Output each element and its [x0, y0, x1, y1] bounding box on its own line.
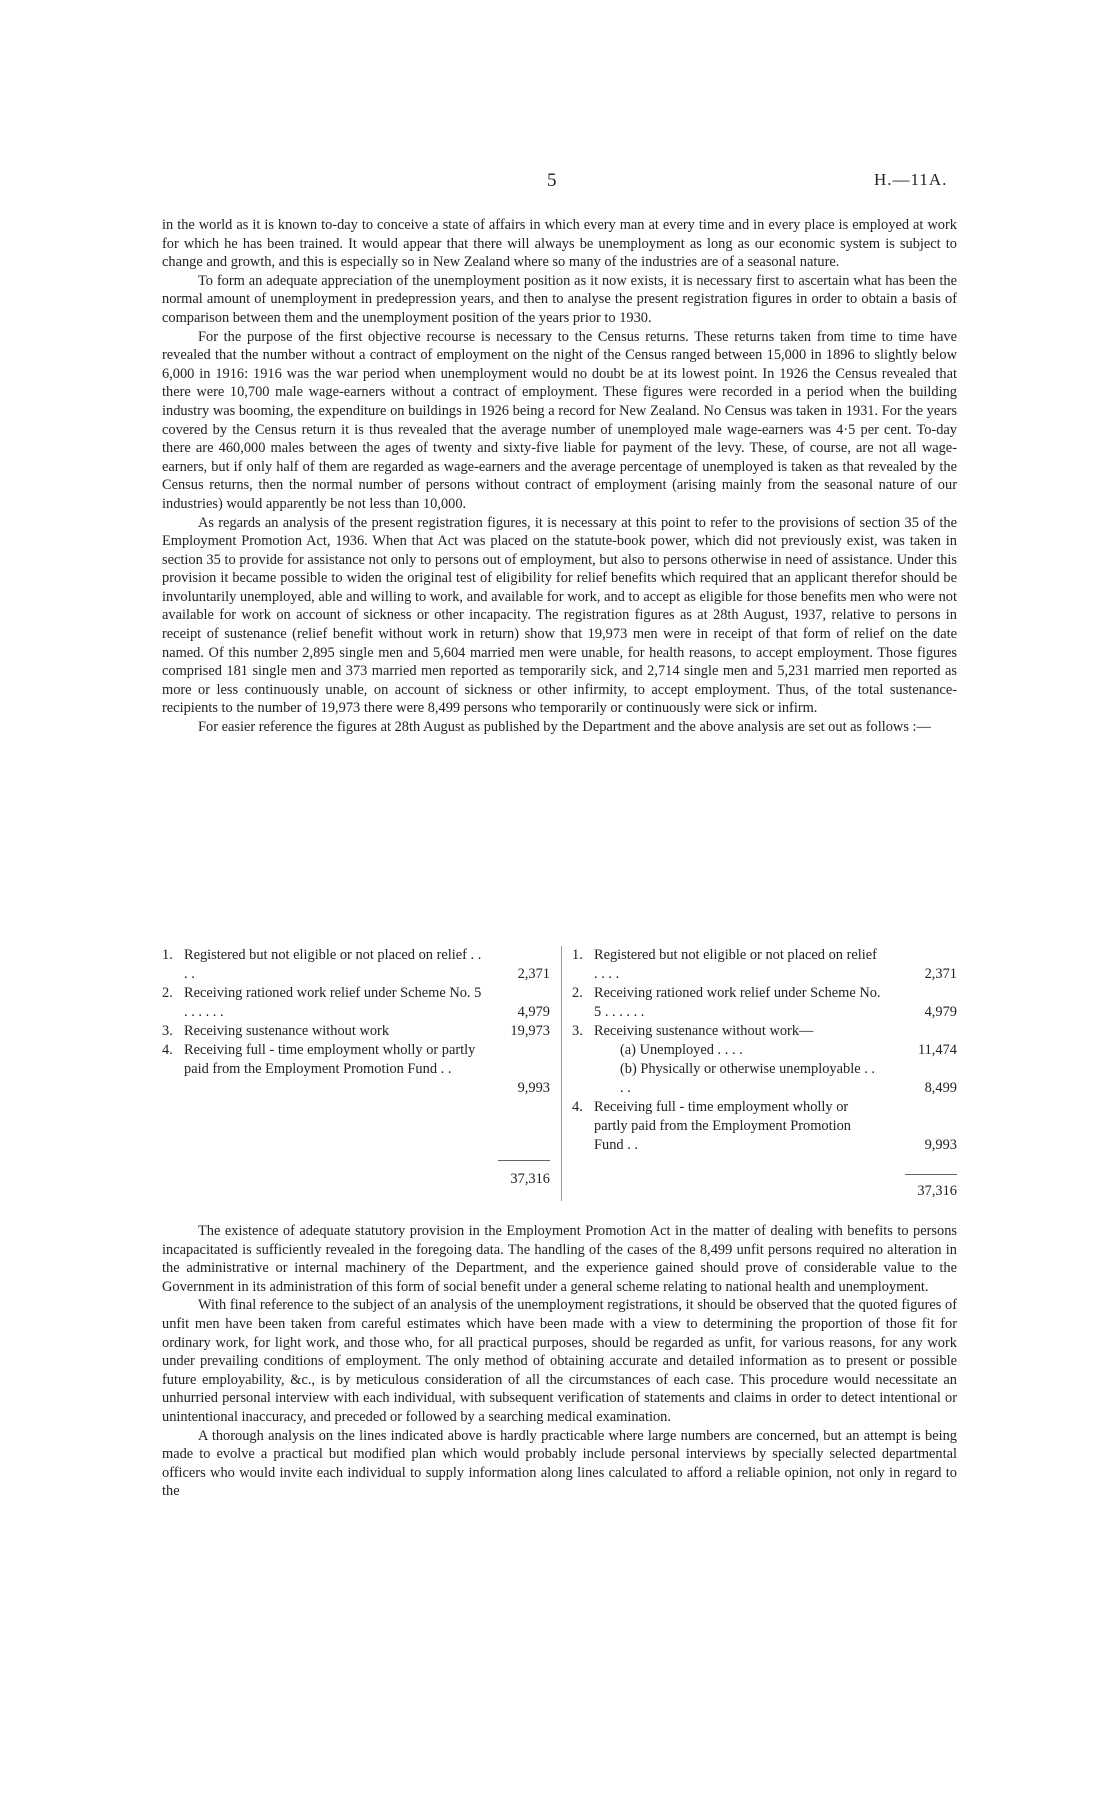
row-label: Receiving sustenance without work: [184, 1023, 390, 1039]
table-total: 37,316: [917, 1183, 957, 1199]
row-amount: 8,499: [924, 1080, 957, 1096]
table-subrow: [572, 1041, 957, 1060]
left-figures-table: [162, 946, 550, 1187]
row-number: 2.: [572, 985, 583, 1001]
row-label: Registered but not eligible or not placed on relief . . . .: [184, 947, 482, 982]
body-text-top: [162, 216, 957, 737]
paragraph: The existence of adequate statutory provision in the Employment Promotion Act in the matter of dealing with benefits to persons incapacitated is sufficiently revealed in the foregoing data. The handling of the cases of the 8,499 unfit persons required no alteration in the administrative or internal machinery of the Department, and the experience gained should prove of considerable value to the Government in its administration of this form of social benefit under a general scheme relating to national health and unemployment.: [162, 1223, 957, 1295]
row-amount: 11,474: [917, 1042, 957, 1058]
row-number: 2.: [162, 985, 173, 1001]
row-label: Registered but not eligible or not placed on relief . . . .: [594, 947, 877, 982]
paragraph: For the purpose of the first objective recourse is necessary to the Census returns. These returns taken from time to time have revealed that the number without a contract of employment on the night of the Census ranged between 15,000 in 1896 to slightly below 6,000 in 1916: 1916 was the war period when unemployment would no doubt be at its lowest point. In 1926 the Census revealed that there were 10,700 male wage-earners without a contract of employment. These figures were recorded in a period when the building industry was booming, the expenditure on buildings in 1926 being a record for New Zealand. No Census was taken in 1931. For the years covered by the Census return it is thus revealed that the average number of unemployed male wage-earners was 4·5 per cent. To-day there are 460,000 males between the ages of twenty and sixty-five liable for payment of the levy. These, of course, are not all wage-earners, but if only half of them are regarded as wage-earners and the average percentage of unemployed is taken as that revealed by the Census returns, then the normal number of persons without contract of employment (arising mainly from the seasonal nature of our industries) would apparently be not less than 10,000.: [162, 328, 957, 512]
table-row: [572, 984, 957, 1022]
row-number: 3.: [572, 1023, 583, 1039]
row-label: (a) Unemployed . . . .: [620, 1042, 743, 1058]
row-label: (b) Physically or otherwise unemployable . . . .: [620, 1061, 876, 1096]
paragraph: As regards an analysis of the present registration figures, it is necessary at this point to refer to the provisions of section 35 of the Employment Promotion Act, 1936. When that Act was placed on the statute-book power, which did not previously exist, was taken in section 35 to provide for assistance not only to persons out of employment, but also to persons otherwise in need of assistance. Under this provision it became possible to widen the original test of eligibility for relief benefits which required that an applicant therefor should be involuntarily unemployed, able and willing to work, and available for work, and to accept as eligible for those benefits men who were not available for work on account of sickness or other incapacity. The registration figures as at 28th August, 1937, relative to persons in receipt of sustenance (relief benefit without work in return) show that 19,973 men were in receipt of that form of relief on the date named. Of this number 2,895 single men and 5,604 married men were unable, for health reasons, to accept employment. Those figures comprised 181 single men and 373 married men reported as temporarily sick, and 2,714 single men and 5,231 married men reported as more or less continuously unable, on account of sickness or other infirmity, to accept employment. Thus, of the total sustenance-recipients to the number of 19,973 there were 8,499 persons who temporarily or continuously were sick or infirm.: [162, 514, 957, 717]
paragraph: With final reference to the subject of an analysis of the unemployment registrations, it should be observed that the quoted figures of unfit men have been taken from careful estimates which have been made with a view to determining the proportion of those fit for ordinary work, for light work, and those who, for all practical purposes, should be regarded as unfit, for various reasons, for any work under prevailing conditions of employment. The only method of obtaining accurate and detailed information as to present or possible future employability, &c., is by meticulous consideration of all the circumstances of each case. This procedure would necessitate an unhurried personal interview with each individual, with subsequent verification of statements and claims in order to detect intentional or unintentional inaccuracy, and preceded or followed by a searching medical examination.: [162, 1297, 957, 1425]
table-row: [162, 946, 550, 984]
row-label: Receiving full - time employment wholly or partly paid from the Employment Promotion Fund . .: [594, 1099, 851, 1153]
paragraph: in the world as it is known to-day to conceive a state of affairs in which every man at every time and in every place is employed at work for which he has been trained. It would appear that there will always be unemployment as long as our economic system is subject to change and growth, and this is especially so in New Zealand where so many of the industries are of a seasonal nature.: [162, 217, 957, 271]
row-number: 4.: [162, 1042, 173, 1058]
row-number: 1.: [162, 947, 173, 963]
row-amount: 2,371: [517, 966, 550, 982]
table-row: [572, 946, 957, 984]
total-rule: [905, 1174, 957, 1175]
row-amount: 4,979: [517, 1004, 550, 1020]
total-rule: [498, 1160, 550, 1161]
row-amount: 2,371: [924, 966, 957, 982]
row-label: Receiving full - time employment wholly or partly paid from the Employment Promotion Fund . .: [184, 1042, 476, 1077]
table-row: [162, 1022, 550, 1041]
row-number: 1.: [572, 947, 583, 963]
row-label: Receiving rationed work relief under Scheme No. 5 . . . . . .: [594, 985, 881, 1020]
row-label: Receiving rationed work relief under Scheme No. 5 . . . . . .: [184, 985, 482, 1020]
row-amount: 9,993: [517, 1080, 550, 1096]
row-label: Receiving sustenance without work—: [594, 1023, 814, 1039]
row-number: 3.: [162, 1023, 173, 1039]
paragraph: To form an adequate appreciation of the unemployment position as it now exists, it is necessary first to ascertain what has been the normal amount of unemployment in predepression years, and then to analyse the present registration figures in order to obtain a basis of comparison between them and the unemployment position of the years prior to 1930.: [162, 272, 957, 326]
table-subrow: [572, 1060, 957, 1098]
table-row: [162, 984, 550, 1022]
row-amount: 9,993: [924, 1137, 957, 1153]
page-number: 5: [547, 170, 557, 191]
table-row: [572, 1098, 957, 1155]
row-number: 4.: [572, 1099, 583, 1115]
table-total: 37,316: [510, 1171, 550, 1187]
row-amount: 19,973: [510, 1023, 550, 1039]
document-reference: H.—11A.: [874, 170, 948, 189]
table-row: [572, 1022, 957, 1041]
table-row: [162, 1041, 550, 1098]
column-divider: [561, 946, 562, 1201]
paragraph: For easier reference the figures at 28th August as published by the Department and the above analysis are set out as follows :—: [198, 719, 931, 736]
right-figures-table: [572, 946, 957, 1199]
row-amount: 4,979: [924, 1004, 957, 1020]
body-text-bottom: [162, 1222, 957, 1501]
paragraph: A thorough analysis on the lines indicated above is hardly practicable where large numbers are concerned, but an attempt is being made to evolve a practical but modified plan which would probably include personal interviews by specially selected departmental officers who would invite each individual to supply information along lines calculated to afford a reliable opinion, not only in regard to the: [162, 1427, 957, 1500]
figures-tables: [162, 946, 957, 1206]
